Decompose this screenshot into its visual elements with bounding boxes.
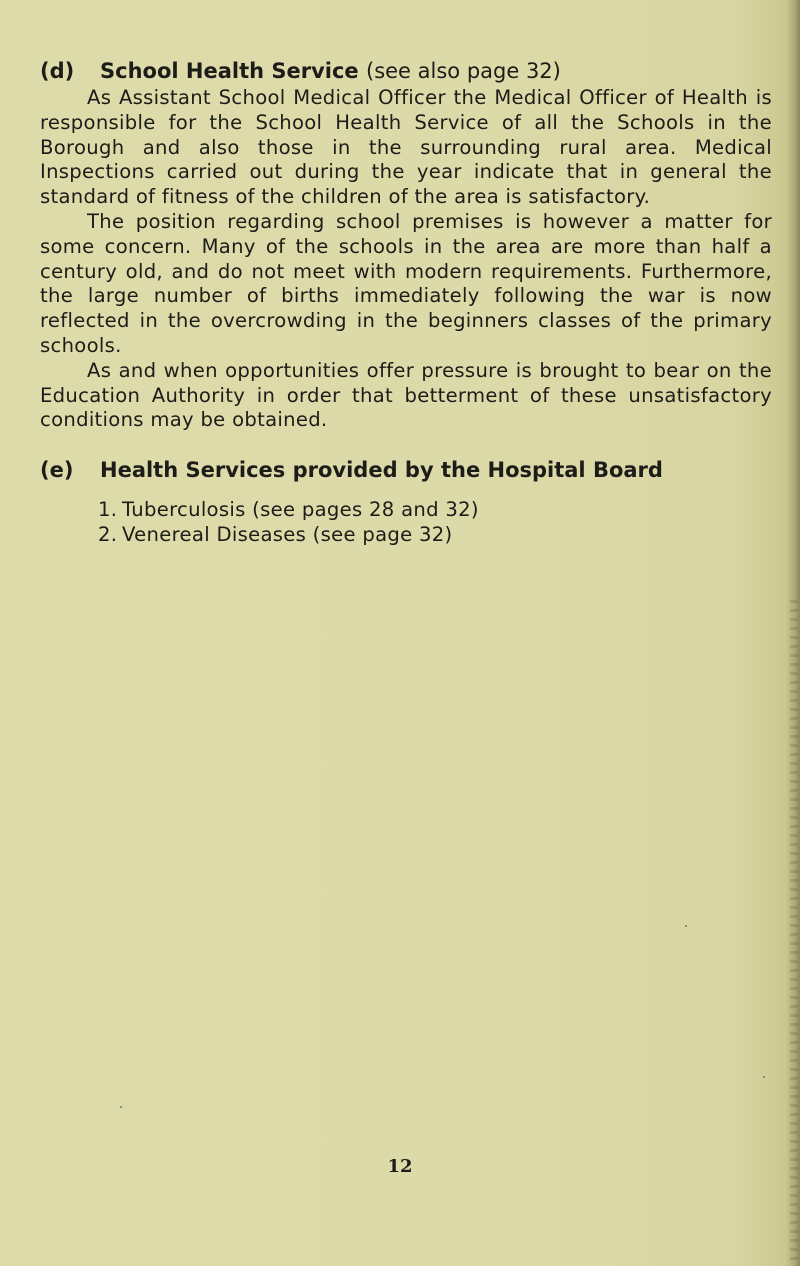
section-d-title: School Health Service (100, 59, 359, 83)
paragraph-school-premises: The position regarding school premises is however a matter for some concern. Many of the schools in the area are more than half a century old, and do not meet with modern requirements. Furthermore, the large number of births immediately following the war is now reflected in the overcrowding in the beginners classes of the primary schools. (40, 209, 772, 357)
list-item-text: Venereal Diseases (see page 32) (122, 523, 453, 547)
section-e-heading (40, 455, 772, 485)
section-d-heading (40, 56, 772, 86)
list-item-number: 1. (98, 498, 118, 522)
paragraph-education-authority: As and when opportunities offer pressure is brought to bear on the Education Authority in order that betterment of these unsatisfactory conditions may be obtained. (40, 358, 772, 432)
paper-speck (120, 1106, 122, 1108)
list-item-text: Tuberculosis (see pages 28 and 32) (122, 498, 479, 522)
paper-speck (763, 1076, 765, 1078)
list-item-number: 2. (98, 523, 118, 547)
hospital-services-list (40, 497, 772, 547)
paper-speck (685, 925, 687, 927)
list-item (98, 497, 772, 522)
page-number: 12 (387, 1156, 413, 1177)
section-d-marker: (d) (40, 59, 75, 83)
list-item (98, 522, 772, 547)
section-d-note: (see also page 32) (366, 59, 561, 83)
section-e-marker: (e) (40, 458, 74, 483)
page-content (40, 56, 772, 547)
section-e-title: Health Services provided by the Hospital Board (100, 458, 663, 483)
paragraph-school-health: As Assistant School Medical Officer the Medical Officer of Health is responsible for the School Health Service of all the Schools in the Borough and also those in the surrounding rural area. Medical Inspections carried out during the year indicate that in general the standard of fitness of the children of the area is satisfactory. (40, 86, 772, 209)
